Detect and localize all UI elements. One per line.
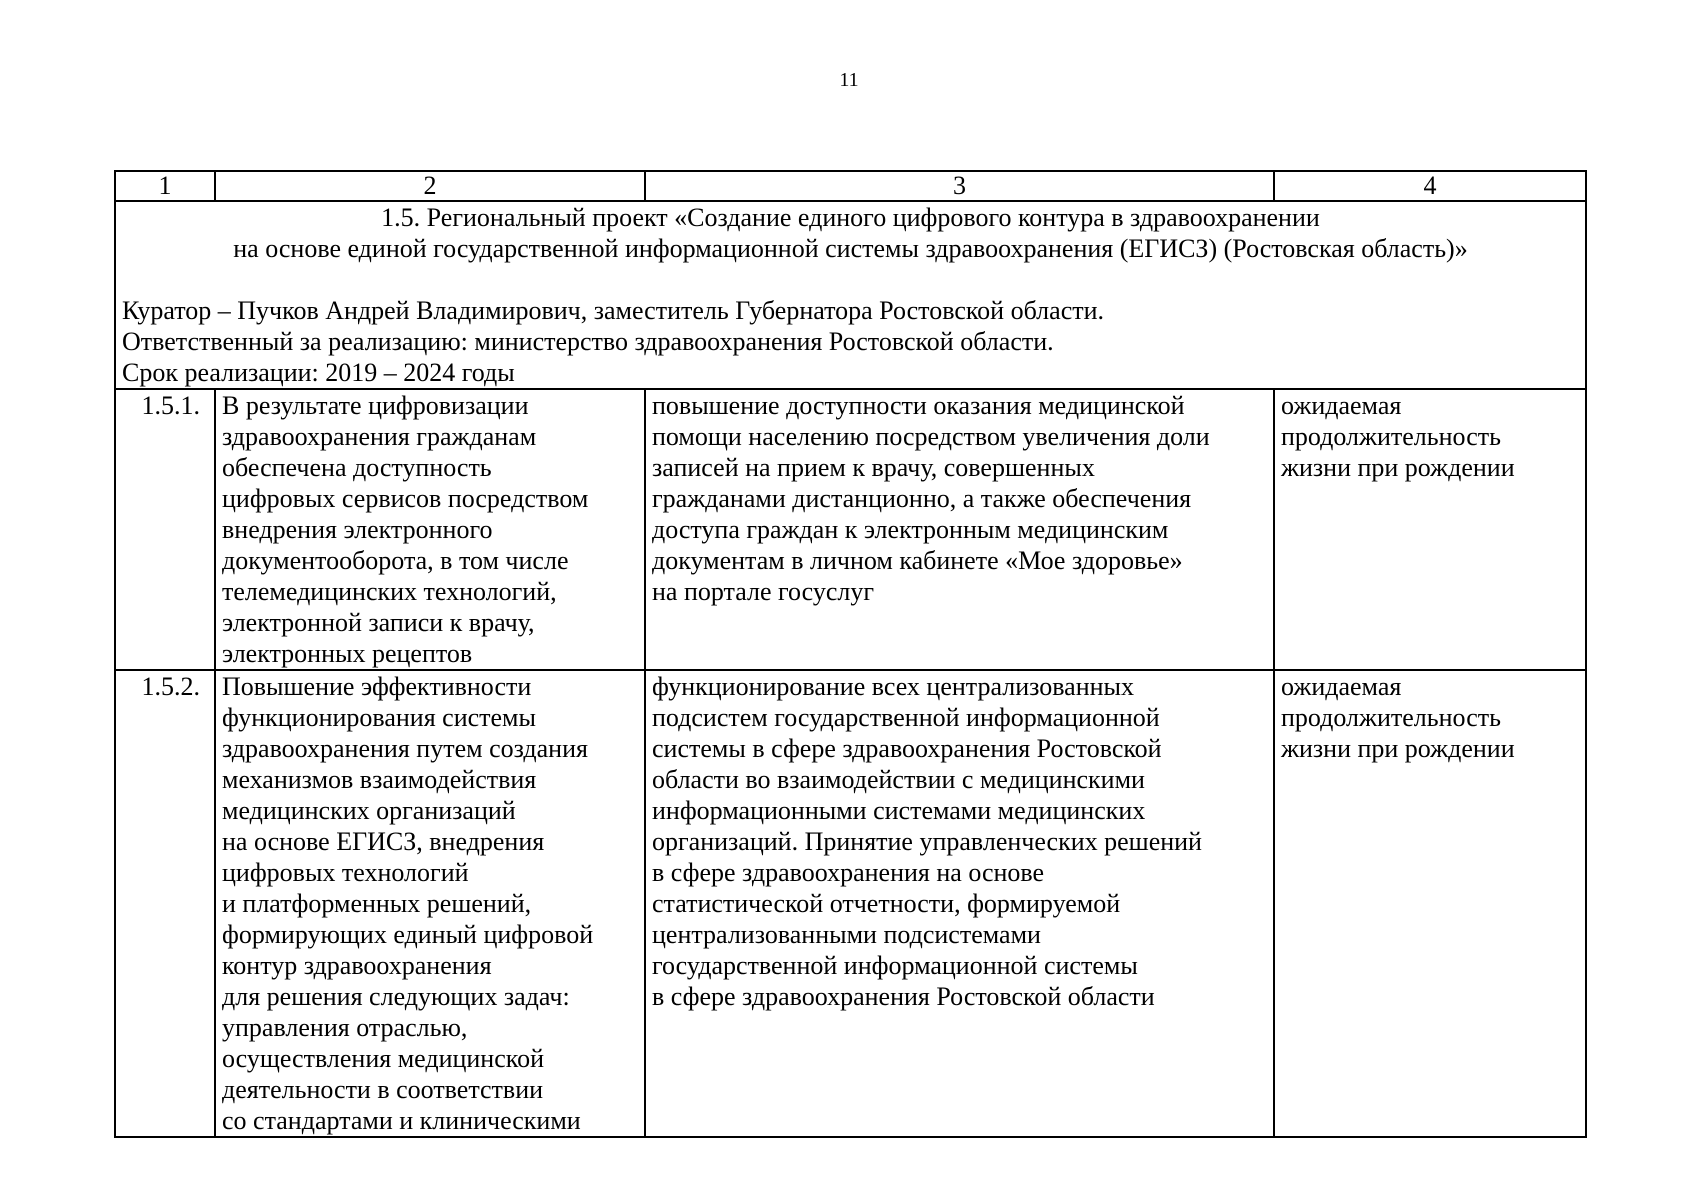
page-number: 11 — [839, 69, 859, 91]
section-header-cell — [115, 201, 1586, 389]
description-line: документам в личном кабинете «Мое здоровье» — [652, 546, 1183, 575]
task-line: внедрения электронного — [222, 515, 493, 544]
task-line: цифровых технологий — [222, 858, 469, 887]
description-line: области во взаимодействии с медицинскими — [652, 765, 1145, 794]
indicator-line: ожидаемая — [1281, 391, 1402, 420]
column-number-row — [115, 171, 1586, 201]
task-line: контур здравоохранения — [222, 951, 492, 980]
task-line: формирующих единый цифровой — [222, 920, 594, 949]
description-line: системы в сфере здравоохранения Ростовской — [652, 734, 1162, 763]
task-line: медицинских организаций — [222, 796, 516, 825]
description-line: на портале госуслуг — [652, 577, 875, 606]
task-line: функционирования системы — [222, 703, 536, 732]
indicator-line: продолжительность — [1281, 703, 1501, 732]
task-line: для решения следующих задач: — [222, 982, 570, 1011]
task-line: со стандартами и клиническими — [222, 1106, 581, 1135]
task-line: электронных рецептов — [222, 639, 473, 668]
indicator-cell — [1274, 670, 1586, 1137]
task-line: механизмов взаимодействия — [222, 765, 537, 794]
section-title-line: 1.5. Региональный проект «Создание единого цифрового контура в здравоохранении — [381, 203, 1320, 232]
task-line: цифровых сервисов посредством — [222, 484, 589, 513]
description-line: организаций. Принятие управленческих решений — [652, 827, 1202, 856]
task-line: телемедицинских технологий, — [222, 577, 557, 606]
description-line: подсистем государственной информационной — [652, 703, 1160, 732]
column-number-2: 2 — [215, 171, 645, 201]
description-line: статистической отчетности, формируемой — [652, 889, 1121, 918]
table-row — [115, 389, 1586, 670]
description-line: гражданами дистанционно, а также обеспечения — [652, 484, 1192, 513]
indicator-line: ожидаемая — [1281, 672, 1402, 701]
section-term: Срок реализации: 2019 – 2024 годы — [122, 358, 515, 387]
task-line: управления отраслью, — [222, 1013, 468, 1042]
section-responsible: Ответственный за реализацию: министерство здравоохранения Ростовской области. — [122, 327, 1054, 356]
task-line: на основе ЕГИСЗ, внедрения — [222, 827, 545, 856]
task-line: документооборота, в том числе — [222, 546, 569, 575]
row-number: 1.5.2. — [115, 670, 215, 1137]
description-line: доступа граждан к электронным медицинским — [652, 515, 1169, 544]
description-cell — [645, 389, 1274, 670]
column-number-4: 4 — [1274, 171, 1586, 201]
task-line: электронной записи к врачу, — [222, 608, 535, 637]
section-curator: Куратор – Пучков Андрей Владимирович, заместитель Губернатора Ростовской области. — [122, 296, 1105, 325]
task-cell — [215, 389, 645, 670]
column-number-1: 1 — [115, 171, 215, 201]
column-number-3: 3 — [645, 171, 1274, 201]
task-line: здравоохранения гражданам — [222, 422, 537, 451]
description-line: информационными системами медицинских — [652, 796, 1146, 825]
description-line: в сфере здравоохранения на основе — [652, 858, 1045, 887]
indicator-cell — [1274, 389, 1586, 670]
task-cell — [215, 670, 645, 1137]
section-header-row — [115, 201, 1586, 389]
measures-table — [114, 170, 1587, 1138]
description-line: повышение доступности оказания медицинской — [652, 391, 1185, 420]
table-row — [115, 670, 1586, 1137]
section-title — [122, 202, 1579, 264]
indicator-line: жизни при рождении — [1281, 453, 1515, 482]
description-line: централизованными подсистемами — [652, 920, 1041, 949]
indicator-line: продолжительность — [1281, 422, 1501, 451]
description-line: государственной информационной системы — [652, 951, 1138, 980]
section-title-line: на основе единой государственной информационной системы здравоохранения (ЕГИСЗ) (Ростовская область)» — [233, 234, 1468, 263]
task-line: Повышение эффективности — [222, 672, 532, 701]
row-number: 1.5.1. — [115, 389, 215, 670]
description-line: записей на прием к врачу, совершенных — [652, 453, 1095, 482]
description-line: помощи населению посредством увеличения доли — [652, 422, 1210, 451]
task-line: обеспечена доступность — [222, 453, 492, 482]
description-line: функционирование всех централизованных — [652, 672, 1135, 701]
indicator-line: жизни при рождении — [1281, 734, 1515, 763]
task-line: В результате цифровизации — [222, 391, 529, 420]
description-cell — [645, 670, 1274, 1137]
task-line: осуществления медицинской — [222, 1044, 544, 1073]
task-line: и платформенных решений, — [222, 889, 532, 918]
task-line: деятельности в соответствии — [222, 1075, 544, 1104]
description-line: в сфере здравоохранения Ростовской области — [652, 982, 1155, 1011]
task-line: здравоохранения путем создания — [222, 734, 588, 763]
